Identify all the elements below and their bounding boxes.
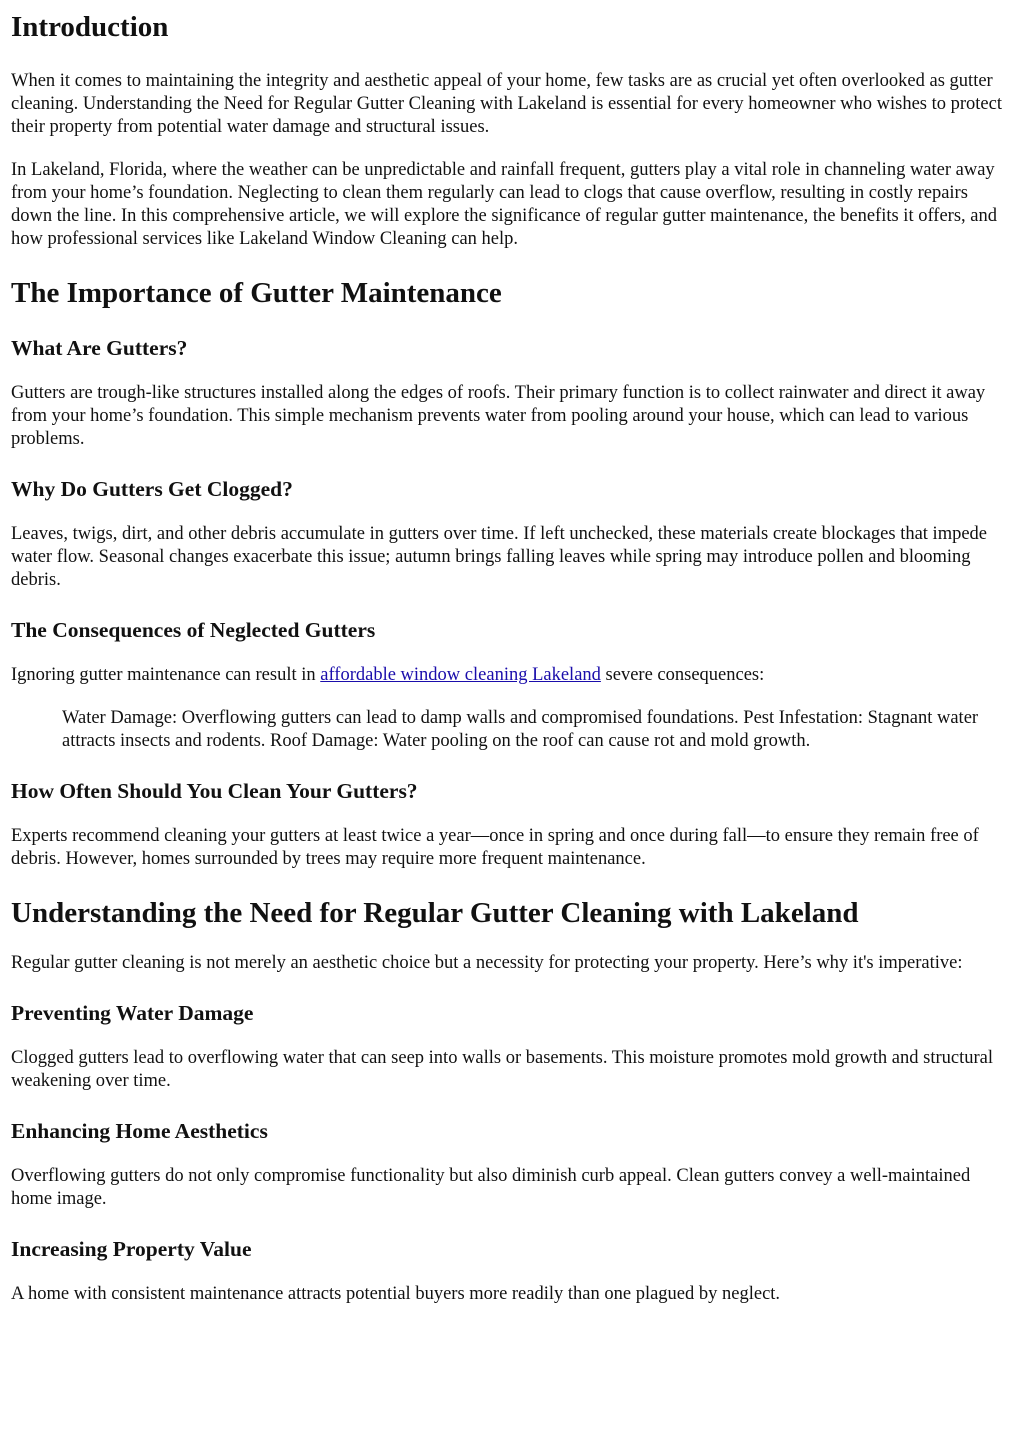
consequences-quote: Water Damage: Overflowing gutters can lead to damp walls and compromised foundations. Pest Infestation: Stagnant water attracts insects and rodents. Roof Damage: Water pooling on the roof can cause rot and mold growth.	[62, 708, 979, 751]
consequences-text-after: severe consequences:	[600, 665, 765, 685]
heading-importance: The Importance of Gutter Maintenance	[11, 277, 502, 309]
paragraph-consequences	[11, 664, 1013, 687]
affordable-window-cleaning-link[interactable]: affordable window cleaning Lakeland	[320, 665, 601, 685]
paragraph-understanding: Regular gutter cleaning is not merely an aesthetic choice but a necessity for protecting your property. Here’s why it's imperative:	[11, 953, 963, 973]
intro-paragraph-1: When it comes to maintaining the integrity and aesthetic appeal of your home, few tasks are as crucial yet often overlooked as gutter cleaning. Understanding the Need for Regular Gutter Cleaning with Lakeland is essential for every homeowner who wishes to protect their property from potential water damage and structural issues.	[11, 71, 1002, 137]
paragraph-enhancing-aesthetics: Overflowing gutters do not only compromise functionality but also diminish curb appeal. Clean gutters convey a well-maintained home image.	[11, 1166, 971, 1209]
heading-understanding: Understanding the Need for Regular Gutter Cleaning with Lakeland	[11, 897, 859, 929]
paragraph-how-often: Experts recommend cleaning your gutters at least twice a year—once in spring and once during fall—to ensure they remain free of debris. However, homes surrounded by trees may require more frequent maintenance.	[11, 826, 979, 869]
heading-preventing-water-damage: Preventing Water Damage	[11, 1001, 254, 1025]
heading-consequences: The Consequences of Neglected Gutters	[11, 618, 376, 642]
heading-how-often: How Often Should You Clean Your Gutters?	[11, 779, 418, 803]
paragraph-what-are-gutters: Gutters are trough-like structures installed along the edges of roofs. Their primary function is to collect rainwater and direct it away from your home’s foundation. This simple mechanism prevents water from pooling around your house, which can lead to various problems.	[11, 383, 986, 449]
heading-what-are-gutters: What Are Gutters?	[11, 336, 188, 360]
article	[0, 10, 1024, 1306]
heading-why-clogged: Why Do Gutters Get Clogged?	[11, 477, 293, 501]
intro-paragraph-2: In Lakeland, Florida, where the weather can be unpredictable and rainfall frequent, gutters play a vital role in channeling water away from your home’s foundation. Neglecting to clean them regularly can lead to clogs that cause overflow, resulting in costly repairs down the line. In this comprehensive article, we will explore the significance of regular gutter maintenance, the benefits it offers, and how professional services like Lakeland Window Cleaning can help.	[11, 160, 997, 249]
heading-property-value: Increasing Property Value	[11, 1237, 252, 1261]
paragraph-property-value: A home with consistent maintenance attracts potential buyers more readily than one plagued by neglect.	[11, 1284, 781, 1304]
paragraph-why-clogged: Leaves, twigs, dirt, and other debris accumulate in gutters over time. If left unchecked, these materials create blockages that impede water flow. Seasonal changes exacerbate this issue; autumn brings falling leaves while spring may introduce pollen and blooming debris.	[11, 524, 988, 590]
consequences-text-before: Ignoring gutter maintenance can result in	[11, 665, 321, 685]
heading-enhancing-aesthetics: Enhancing Home Aesthetics	[11, 1119, 268, 1143]
paragraph-preventing-water-damage: Clogged gutters lead to overflowing water that can seep into walls or basements. This moisture promotes mold growth and structural weakening over time.	[11, 1048, 993, 1091]
heading-introduction: Introduction	[11, 11, 169, 43]
